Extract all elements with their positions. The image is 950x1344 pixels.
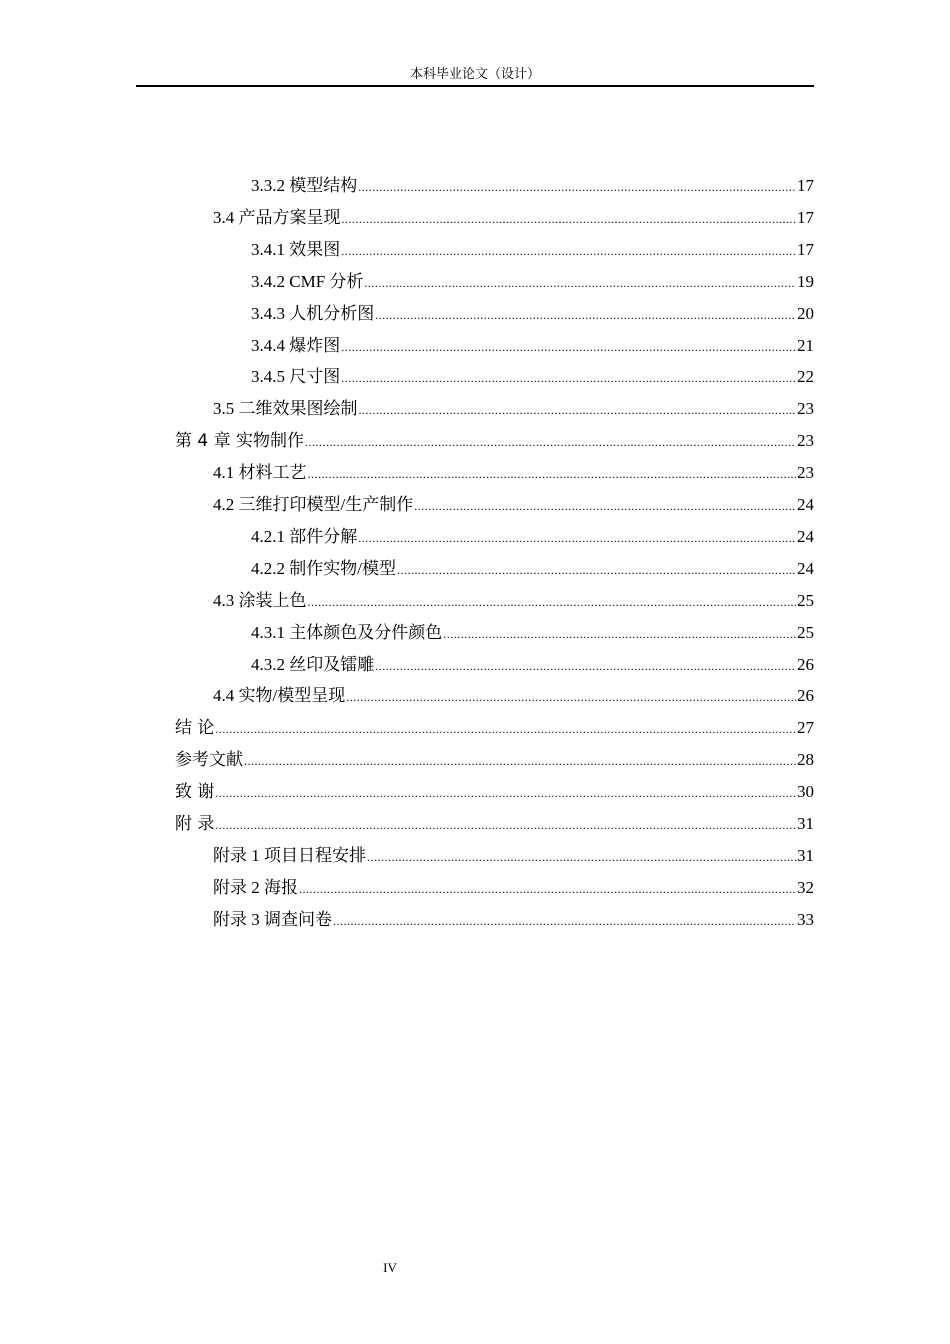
toc-entry[interactable]: [213, 872, 814, 904]
page-number: IV: [383, 1260, 397, 1275]
toc-entry-label: 4.3 涂装上色: [213, 590, 307, 610]
toc-entry-label: 3.4.1 效果图: [251, 239, 341, 259]
toc-entry-page: 30: [797, 782, 814, 802]
toc-leader-dots: [333, 905, 796, 937]
toc-leader-dots: [364, 267, 796, 299]
toc-entry[interactable]: [251, 617, 814, 649]
toc-entry-page: 23: [797, 463, 814, 483]
toc-entry[interactable]: [251, 298, 814, 330]
toc-entry-label: 附 录: [175, 814, 215, 834]
toc-entry[interactable]: [213, 904, 814, 936]
toc-entry-page: 23: [797, 431, 814, 451]
toc-entry-label: 附录 3 调查问卷: [213, 909, 332, 929]
toc-leader-dots: [341, 331, 796, 363]
toc-entry[interactable]: [213, 393, 814, 425]
toc-entry[interactable]: [251, 361, 814, 393]
toc-entry-label: 3.4.4 爆炸图: [251, 335, 341, 355]
toc-entry[interactable]: [175, 712, 814, 744]
toc-entry-page: 25: [797, 590, 814, 610]
toc-entry-page: 31: [797, 814, 814, 833]
page-header: 本科毕业论文（设计）: [409, 66, 540, 81]
toc-leader-dots: [305, 426, 796, 458]
toc-entry[interactable]: [213, 202, 814, 234]
toc-leader-dots: [299, 873, 796, 905]
toc-entry-page: 19: [797, 271, 814, 291]
toc-entry-label: 4.1 材料工艺: [213, 463, 307, 483]
toc-entry[interactable]: [175, 744, 814, 776]
toc-leader-dots: [215, 809, 796, 841]
toc-entry[interactable]: [213, 840, 814, 872]
toc-entry-page: 17: [797, 176, 814, 195]
toc-entry-page: 20: [797, 303, 814, 323]
toc-entry-label: 参考文献: [175, 750, 243, 771]
toc-entry-page: 31: [797, 845, 814, 865]
toc-entry-page: 17: [797, 207, 814, 227]
toc-entry-page: 32: [797, 877, 814, 897]
toc-entry-label: 4.2.2 制作实物/模型: [251, 558, 396, 578]
toc-entry-label: 3.3.2 模型结构: [251, 176, 358, 195]
toc-entry[interactable]: [251, 330, 814, 362]
toc-leader-dots: [244, 745, 796, 777]
toc-entry-page: 24: [797, 495, 814, 514]
toc-entry-page: 17: [797, 239, 814, 259]
toc-leader-dots: [443, 618, 796, 650]
toc-entry[interactable]: [175, 425, 814, 457]
toc-entry-label: 3.4.5 尺寸图: [251, 367, 341, 387]
toc-leader-dots: [375, 299, 796, 331]
toc-entry-page: 28: [797, 750, 814, 770]
toc-leader-dots: [346, 681, 796, 713]
toc-entry-page: 22: [797, 367, 814, 387]
toc-leader-dots: [215, 777, 796, 809]
toc-leader-dots: [215, 713, 796, 745]
toc-leader-dots: [367, 841, 796, 873]
toc-leader-dots: [358, 522, 796, 554]
toc-entry-label: 4.2.1 部件分解: [251, 526, 358, 546]
toc-entry-label: 致 谢: [175, 782, 215, 803]
toc-entry[interactable]: [251, 521, 814, 553]
toc-entry-label: 3.5 二维效果图绘制: [213, 399, 358, 419]
toc-leader-dots: [375, 650, 796, 682]
toc-entry-label: 4.3.2 丝印及镭雕: [251, 654, 375, 674]
toc-entry[interactable]: [251, 266, 814, 298]
toc-leader-dots: [341, 235, 796, 267]
toc-entry[interactable]: [251, 234, 814, 266]
toc-entry-page: 24: [797, 558, 814, 578]
toc-entry-page: 21: [797, 335, 814, 355]
toc-leader-dots: [308, 458, 797, 490]
toc-entry-label: 附录 1 项目日程安排: [213, 845, 366, 865]
toc-entry-page: 25: [797, 622, 814, 642]
toc-entry[interactable]: [251, 649, 814, 681]
toc-leader-dots: [341, 362, 796, 394]
toc-leader-dots: [359, 394, 797, 426]
toc-leader-dots: [308, 586, 797, 618]
toc-entry[interactable]: [251, 553, 814, 585]
toc-entry-label: 3.4 产品方案呈现: [213, 207, 341, 227]
toc-entry[interactable]: [175, 776, 814, 808]
toc-entry[interactable]: [175, 808, 814, 840]
toc-entry-page: 26: [797, 654, 814, 674]
toc-entry-page: 26: [797, 686, 814, 706]
toc-entry-page: 33: [797, 909, 814, 929]
toc-entry[interactable]: [213, 680, 814, 712]
toc-entry[interactable]: [251, 170, 814, 202]
toc-entry-label: 4.4 实物/模型呈现: [213, 686, 346, 706]
toc-entry-label: 4.3.1 主体颜色及分件颜色: [251, 622, 443, 642]
toc-entry[interactable]: [213, 585, 814, 617]
toc-entry-label: 3.4.2 CMF 分析: [251, 271, 364, 291]
toc-entry-label: 结 论: [175, 718, 215, 739]
toc-entry-label: 4.2 三维打印模型/生产制作: [213, 495, 414, 514]
toc-leader-dots: [414, 490, 796, 522]
toc-entry[interactable]: [213, 489, 814, 521]
toc-leader-dots: [358, 171, 796, 203]
toc-entry-page: 23: [797, 399, 814, 419]
toc-entry[interactable]: [213, 457, 814, 489]
header-divider: [136, 85, 814, 87]
toc-entry-label: 第 4 章 实物制作: [175, 431, 305, 452]
toc-leader-dots: [342, 203, 797, 235]
toc-entry-page: 24: [797, 526, 814, 546]
toc-entry-label: 3.4.3 人机分析图: [251, 303, 375, 323]
toc-leader-dots: [397, 554, 796, 586]
toc-entry-label: 附录 2 海报: [213, 877, 298, 897]
toc-entry-page: 27: [797, 718, 814, 738]
